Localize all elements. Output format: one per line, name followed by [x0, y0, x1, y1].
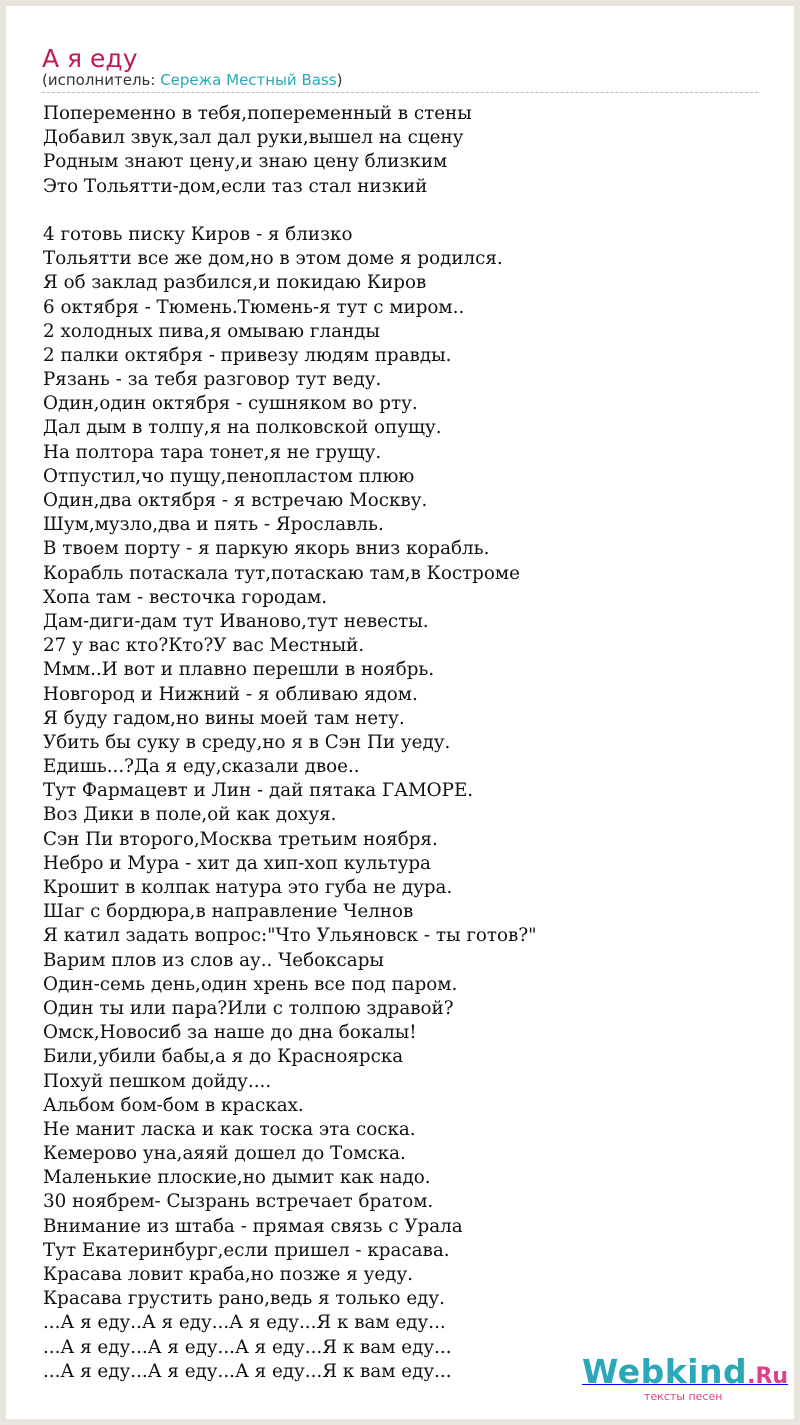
lyric-line: Сэн Пи второго,Москва третьим ноября. [43, 828, 438, 850]
lyric-line: Не манит ласка и как тоска эта соска. [43, 1118, 416, 1140]
lyric-line: Ммм..И вот и плавно перешли в ноябрь. [43, 659, 435, 681]
lyric-line: Небро и Мура - хит да хип-хоп культура [43, 852, 431, 874]
lyric-line: 2 холодных пива,я омываю гланды [43, 320, 380, 342]
lyric-line: Я буду гадом,но вины моей там нету. [43, 707, 405, 729]
lyric-line: Один-семь день,один хрень все под паром. [43, 973, 458, 995]
lyric-line: Похуй пешком дойду.... [43, 1070, 272, 1092]
stanza-gap [43, 199, 537, 223]
lyric-line: Это Тольятти-дом,если таз стал низкий [43, 175, 428, 197]
lyric-line: ...А я еду...А я еду...А я еду...Я к вам еду... [43, 1336, 452, 1358]
lyric-line: Тут Екатеринбург,если пришел - красава. [43, 1239, 450, 1261]
lyric-line: 2 палки октября - привезу людям правды. [43, 344, 452, 366]
lyric-line: Хопа там - весточка городам. [43, 586, 328, 608]
lyric-line: 4 готовь писку Киров - я близко [43, 223, 353, 245]
verse-1 [43, 102, 537, 199]
lyric-line: Один,два октября - я встречаю Москву. [43, 490, 428, 511]
lyric-line: Шаг с бордюра,в направление Челнов [43, 901, 414, 923]
lyric-line: Я катил задать вопрос:"Что Ульяновск - ты готов?" [43, 925, 537, 947]
lyric-line: Рязань - за тебя разговор тут веду. [43, 369, 382, 391]
lyrics [43, 102, 537, 1384]
lyric-line: Я об заклад разбился,и покидаю Киров [43, 272, 427, 294]
lyric-line: Один,один октября - сушняком во рту. [43, 393, 418, 415]
lyric-line: Били,убили бабы,а я до Красноярска [43, 1046, 404, 1068]
webkind-logo[interactable] [582, 1352, 789, 1403]
lyric-line: Тут Фармацевт и Лин - дай пятака ГАМОРЕ. [43, 780, 474, 802]
artist-line [42, 70, 342, 90]
lyric-line: Дам-диги-дам тут Иваново,тут невесты. [43, 610, 429, 632]
lyric-line: Крошит в колпак натура это губа не дура. [43, 877, 453, 898]
lyric-line: 27 у вас кто?Кто?У вас Местный. [43, 635, 365, 657]
lyric-line: Красава ловит краба,но позже я уеду. [43, 1264, 414, 1285]
lyric-line: Попеременно в тебя,попеременный в стены [43, 103, 472, 124]
lyric-line: Кемерово уна,аяяй дошел до Томска. [43, 1143, 406, 1165]
lyric-line: Родным знают цену,и знаю цену близким [43, 151, 448, 173]
lyric-line: В твоем порту - я паркую якорь вниз корабль. [43, 538, 490, 560]
lyric-line: Один ты или пара?Или с толпою здравой? [43, 997, 454, 1019]
lyric-line: Омск,Новосиб за наше до дна бокалы! [43, 1022, 417, 1044]
artist-prefix: (исполнитель: [42, 71, 161, 89]
lyric-line: 30 ноябрем- Сызрань встречает братом. [43, 1191, 434, 1213]
lyric-line: Едишь...?Да я еду,сказали двое.. [43, 756, 360, 778]
divider [42, 92, 758, 93]
lyric-line: Альбом бом-бом в красках. [43, 1094, 304, 1116]
lyric-line: Добавил звук,зал дал руки,вышел на сцену [43, 127, 464, 149]
lyric-line: Новгород и Нижний - я обливаю ядом. [43, 683, 418, 705]
lyric-line: ...А я еду..А я еду...А я еду...Я к вам еду... [43, 1312, 446, 1334]
lyric-line: Варим плов из слов ау.. Чебоксары [43, 949, 384, 971]
lyric-line: Тольятти все же дом,но в этом доме я родился. [43, 248, 503, 270]
lyric-line: На полтора тара тонет,я не грущу. [43, 441, 382, 463]
lyric-line: ...А я еду...А я еду...А я еду...Я к вам еду... [43, 1360, 452, 1382]
logo-domain: .Ru [747, 1364, 789, 1389]
page [6, 6, 794, 1419]
lyric-line: Убить бы суку в среду,но я в Сэн Пи уеду. [43, 731, 451, 753]
artist-link[interactable]: Сережа Местный Bass [160, 71, 337, 89]
lyric-line: Дал дым в толпу,я на полковской опущу. [43, 417, 442, 439]
logo-tagline: тексты песен [644, 1390, 723, 1403]
lyric-line: Отпустил,чо пущу,пенопластом плюю [43, 465, 415, 487]
logo-text: Webkind [582, 1352, 748, 1391]
lyric-line: Красава грустить рано,ведь я только еду. [43, 1288, 445, 1310]
lyric-line: Воз Дики в поле,ой как дохуя. [43, 804, 337, 826]
lyric-line: Маленькие плоские,но дымит как надо. [43, 1167, 431, 1189]
lyric-line: 6 октября - Тюмень.Тюмень-я тут с миром.. [43, 296, 465, 318]
lyric-line: Корабль потаскала тут,потаскаю там,в Костроме [43, 562, 520, 584]
verse-2 [43, 223, 537, 1384]
lyric-line: Шум,музло,два и пять - Ярославль. [43, 514, 384, 536]
lyric-line: Внимание из штаба - прямая связь с Урала [43, 1215, 463, 1237]
song-title: А я еду [42, 44, 138, 73]
artist-suffix: ) [336, 71, 343, 89]
